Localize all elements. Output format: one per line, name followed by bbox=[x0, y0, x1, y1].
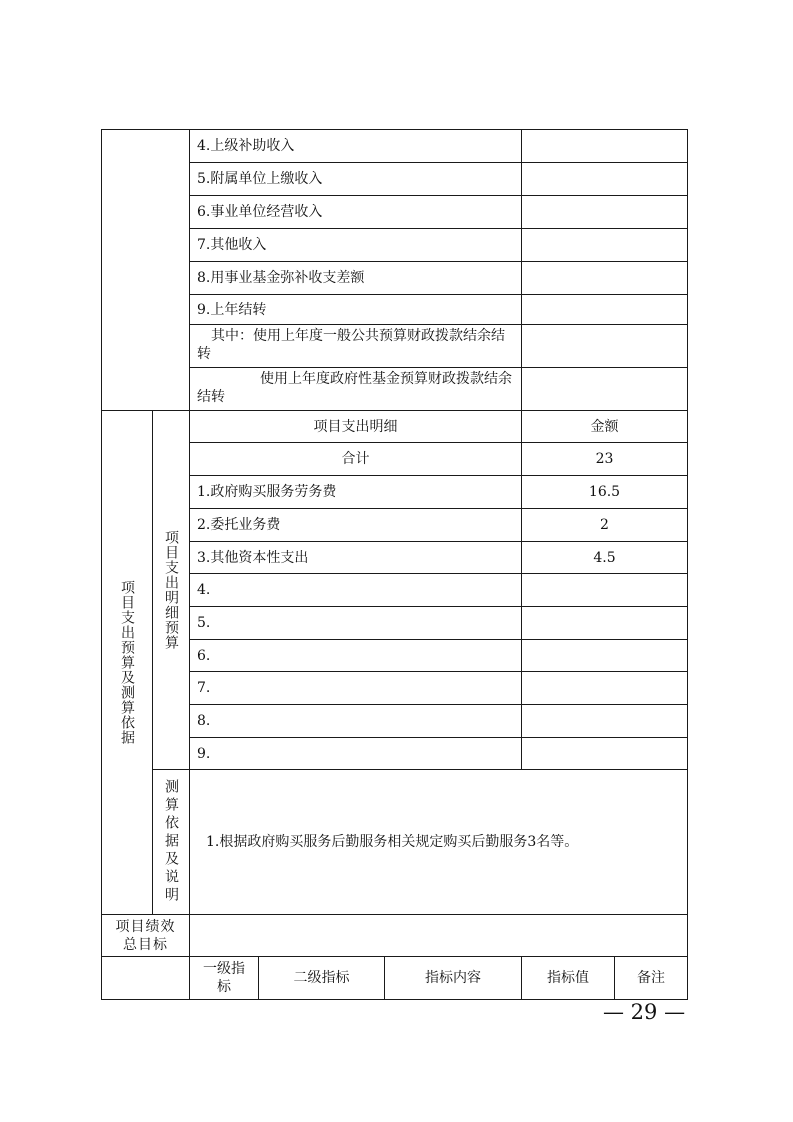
calculation-basis-text: 1.根据政府购买服务后勤服务相关规定购买后勤服务3名等。 bbox=[189, 769, 688, 915]
expense-item-name: 9. bbox=[189, 737, 522, 770]
income-row-label: 5.附属单位上缴收入 bbox=[189, 162, 522, 196]
income-row-label: 4.上级补助收入 bbox=[189, 129, 522, 163]
expense-item-name: 1.政府购买服务劳务费 bbox=[189, 475, 522, 509]
income-sub-row-label: 使用上年度政府性基金预算财政拨款结余结转 bbox=[189, 367, 522, 411]
income-row-value bbox=[521, 294, 688, 325]
expense-item-amount: 16.5 bbox=[521, 475, 688, 509]
expense-item-amount bbox=[521, 606, 688, 640]
expense-item-amount bbox=[521, 737, 688, 770]
indicator-header-level2: 二级指标 bbox=[258, 956, 385, 1000]
income-sub-row-value bbox=[521, 324, 688, 368]
income-row-value bbox=[521, 261, 688, 295]
expense-item-name: 4. bbox=[189, 573, 522, 607]
budget-table bbox=[101, 129, 688, 1000]
performance-goal-label: 项目绩效总目标 bbox=[101, 914, 190, 957]
expense-item-amount bbox=[521, 671, 688, 705]
expense-item-name: 6. bbox=[189, 639, 522, 672]
performance-goal-value bbox=[189, 914, 688, 957]
expense-item-name: 3.其他资本性支出 bbox=[189, 541, 522, 574]
calculation-basis-label: 测算依据及说明 bbox=[152, 769, 190, 915]
expense-item-name: 8. bbox=[189, 704, 522, 738]
income-row-label: 9.上年结转 bbox=[189, 294, 522, 325]
expense-item-name: 2.委托业务费 bbox=[189, 508, 522, 542]
income-row-value bbox=[521, 162, 688, 196]
expense-item-name: 7. bbox=[189, 671, 522, 705]
income-row-label: 8.用事业基金弥补收支差额 bbox=[189, 261, 522, 295]
indicator-header-content: 指标内容 bbox=[384, 956, 522, 1000]
income-sub-row-label: 其中：使用上年度一般公共预算财政拨款结余结转 bbox=[189, 324, 522, 368]
expense-section-label: 项目支出预算及测算依据 bbox=[101, 410, 153, 915]
expense-total-label: 合计 bbox=[189, 442, 522, 476]
expense-item-amount: 4.5 bbox=[521, 541, 688, 574]
indicator-header-level1: 一级指标 bbox=[189, 956, 259, 1000]
expense-item-amount: 2 bbox=[521, 508, 688, 542]
income-row-label: 6.事业单位经营收入 bbox=[189, 195, 522, 229]
income-left-blank bbox=[101, 129, 190, 411]
indicator-header-value: 指标值 bbox=[521, 956, 615, 1000]
expense-item-amount bbox=[521, 639, 688, 672]
income-row-label: 7.其他收入 bbox=[189, 228, 522, 262]
income-row-value bbox=[521, 195, 688, 229]
indicator-header-remark: 备注 bbox=[614, 956, 688, 1000]
income-row-value bbox=[521, 129, 688, 163]
expense-header-amount: 金额 bbox=[521, 410, 688, 443]
income-sub-row-value bbox=[521, 367, 688, 411]
expense-item-amount bbox=[521, 704, 688, 738]
indicator-blank-cell bbox=[101, 956, 190, 1000]
expense-detail-label: 项目支出明细预算 bbox=[152, 410, 190, 770]
expense-item-amount bbox=[521, 573, 688, 607]
expense-header-item: 项目支出明细 bbox=[189, 410, 522, 443]
income-row-value bbox=[521, 228, 688, 262]
expense-item-name: 5. bbox=[189, 606, 522, 640]
page-number: — 29 — bbox=[603, 1000, 686, 1024]
expense-total-value: 23 bbox=[521, 442, 688, 476]
